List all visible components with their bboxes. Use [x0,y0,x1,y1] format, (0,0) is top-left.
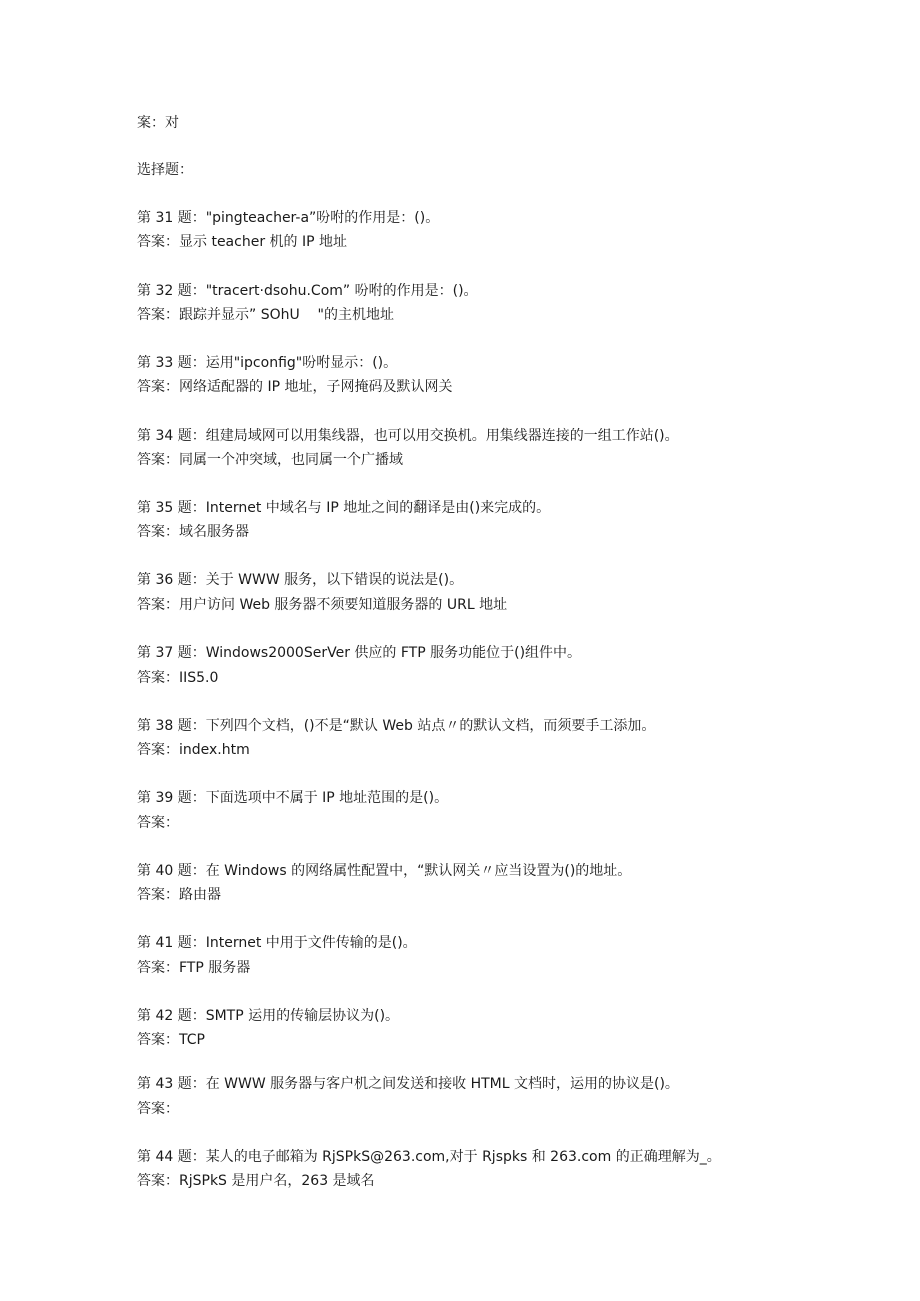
answer-38: 答案：index.htm [137,742,250,758]
section-heading: 选择题： [137,162,193,178]
answer-33: 答案：网络适配器的 IP 地址，子网掩码及默认网关 [137,379,453,395]
question-36: 第 36 题：关于 WWW 服务，以下错误的说法是()。 [137,572,464,588]
answer-40: 答案：路由器 [137,887,221,903]
answer-35: 答案：域名服务器 [137,524,249,540]
question-42: 第 42 题：SMTP 运用的传输层协议为()。 [137,1008,400,1024]
answer-36: 答案：用户访问 Web 服务器不须要知道服务器的 URL 地址 [137,597,508,613]
question-35: 第 35 题：Internet 中域名与 IP 地址之间的翻译是由()来完成的。 [137,500,551,516]
question-41: 第 41 题：Internet 中用于文件传输的是()。 [137,935,417,951]
answer-41: 答案：FTP 服务器 [137,960,251,976]
question-43: 第 43 题：在 WWW 服务器与客户机之间发送和接收 HTML 文档时，运用的协议是()。 [137,1076,679,1092]
question-37: 第 37 题：Windows2000SerVer 供应的 FTP 服务功能位于()组件中。 [137,645,582,661]
answer-37: 答案：IIS5.0 [137,670,219,686]
question-33: 第 33 题：运用"ipconfig"吩咐显示：()。 [137,355,398,371]
question-44: 第 44 题：某人的电子邮箱为 RjSPkS@263.com,对于 Rjspks 和 263.com 的正确理解为_。 [137,1149,721,1165]
answer-32: 答案：跟踪并显示” SOhU "的主机地址 [137,307,394,323]
answer-31: 答案：显示 teacher 机的 IP 地址 [137,234,347,250]
answer-43: 答案： [137,1101,179,1117]
question-39: 第 39 题：下面选项中不属于 IP 地址范围的是()。 [137,790,449,806]
question-31: 第 31 题："pingteacher-a”吩咐的作用是：()。 [137,210,440,226]
answer-42: 答案：TCP [137,1032,205,1048]
answer-34: 答案：同属一个冲突域，也同属一个广播域 [137,452,403,468]
answer-39: 答案： [137,815,179,831]
question-32: 第 32 题："tracert·dsohu.Com” 吩咐的作用是：()。 [137,283,478,299]
answer-line: 案：对 [137,115,179,131]
question-38: 第 38 题：下列四个文档，()不是“默认 Web 站点〃的默认文档，而须要手工添加。 [137,718,656,734]
question-34: 第 34 题：组建局域网可以用集线器，也可以用交换机。用集线器连接的一组工作站()。 [137,428,679,444]
question-40: 第 40 题：在 Windows 的网络属性配置中，“默认网关〃应当设置为()的地址。 [137,863,632,879]
answer-44: 答案：RjSPkS 是用户名，263 是域名 [137,1173,375,1189]
